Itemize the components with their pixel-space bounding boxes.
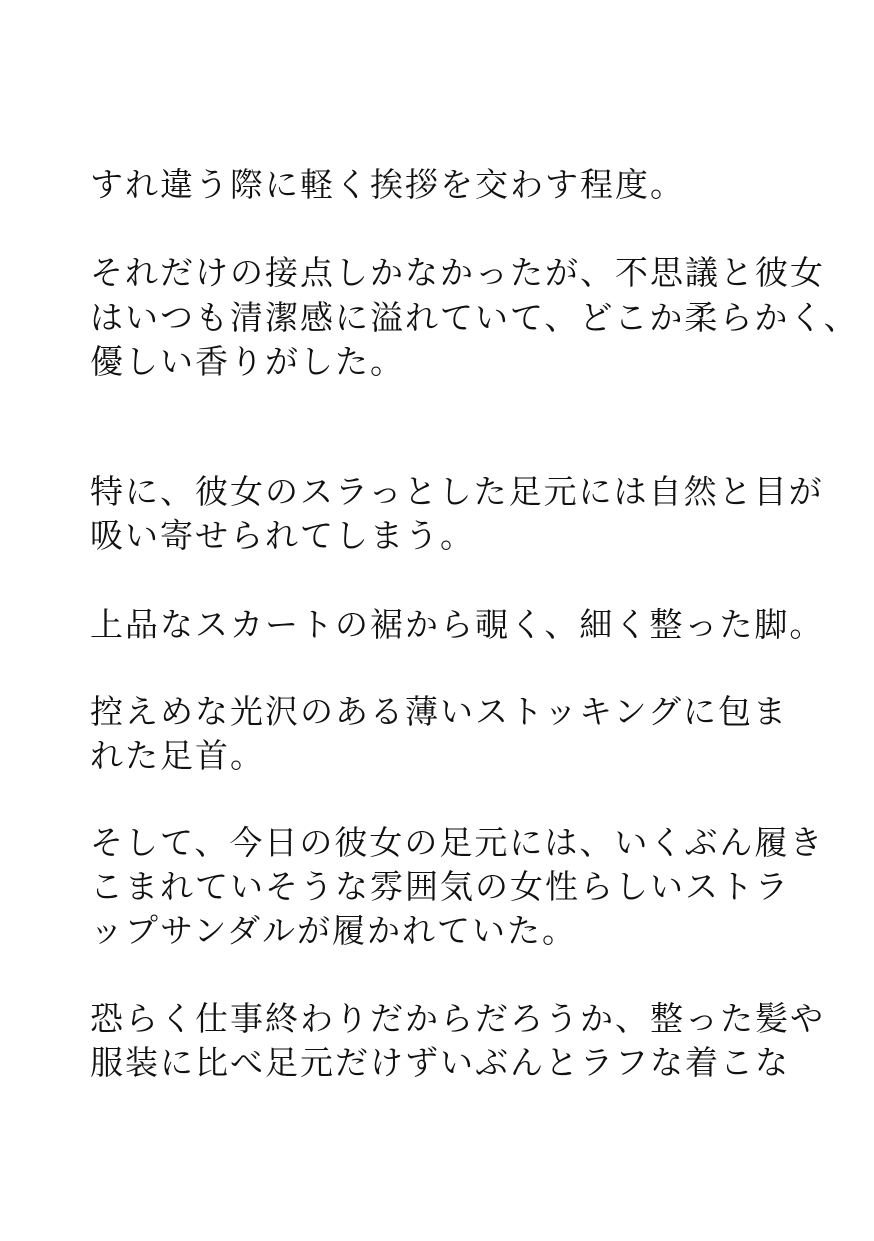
text-line: 服装に比べ足元だけずいぶんとラフな着こな (90, 1043, 790, 1082)
text-line: すれ違う際に軽く挨拶を交わす程度。 (90, 165, 685, 204)
text-line: こまれていそうな雰囲気の女性らしいストラ (90, 867, 790, 906)
text-line: それだけの接点しかなかったが、不思議と彼女 (90, 253, 825, 292)
text-line: 吸い寄せられてしまう。 (90, 516, 475, 555)
text-line: 特に、彼女のスラっとした足元には自然と目が (90, 472, 824, 511)
text-line: 控えめな光沢のある薄いストッキングに包ま (90, 692, 789, 731)
text-line: そして、今日の彼女の足元には、いくぶん履き (90, 823, 825, 862)
text-line: はいつも清潔感に溢れていて、どこか柔らかく、 (90, 298, 859, 337)
text-line: 上品なスカートの裾から覗く、細く整った脚。 (90, 605, 825, 644)
text-line: れた足首。 (90, 736, 265, 775)
text-line: 恐らく仕事終わりだからだろうか、整った髪や (90, 999, 825, 1038)
text-line: 優しい香りがした。 (90, 342, 405, 381)
text-line: ップサンダルが履かれていた。 (90, 911, 578, 950)
